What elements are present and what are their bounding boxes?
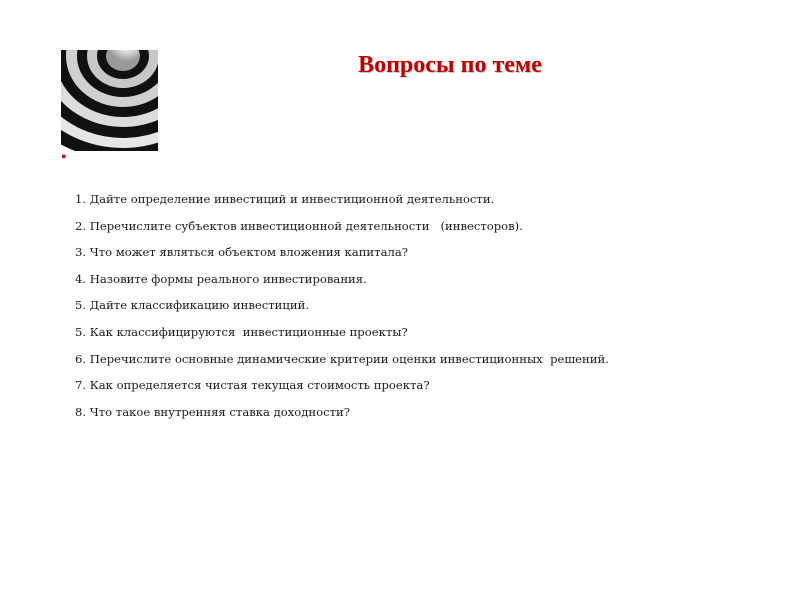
list-item: 4. Назовите формы реального инвестирования. <box>75 271 367 286</box>
list-item: 2. Перечислите субъектов инвестиционной деятельности (инвесторов). <box>75 218 523 233</box>
list-item: 1. Дайте определение инвестиций и инвестиционной деятельности. <box>75 192 495 206</box>
slide-title: Вопросы по теме <box>358 52 542 78</box>
list-item: 8. Что такое внутренняя ставка доходности? <box>75 404 350 419</box>
list-item: 3. Что может являться объектом вложения капитала? <box>75 245 408 260</box>
bullet-marker: • <box>61 149 67 166</box>
list-item: 6. Перечислите основные динамические критерии оценки инвестиционных решений. <box>75 351 609 366</box>
list-item: 5. Как классифицируются инвестиционные проекты? <box>75 324 408 339</box>
spiral-logo-icon <box>61 50 158 151</box>
questions-list <box>75 186 609 425</box>
list-item: 7. Как определяется чистая текущая стоимость проекта? <box>75 378 430 393</box>
list-item: 5. Дайте классификацию инвестиций. <box>75 298 310 313</box>
